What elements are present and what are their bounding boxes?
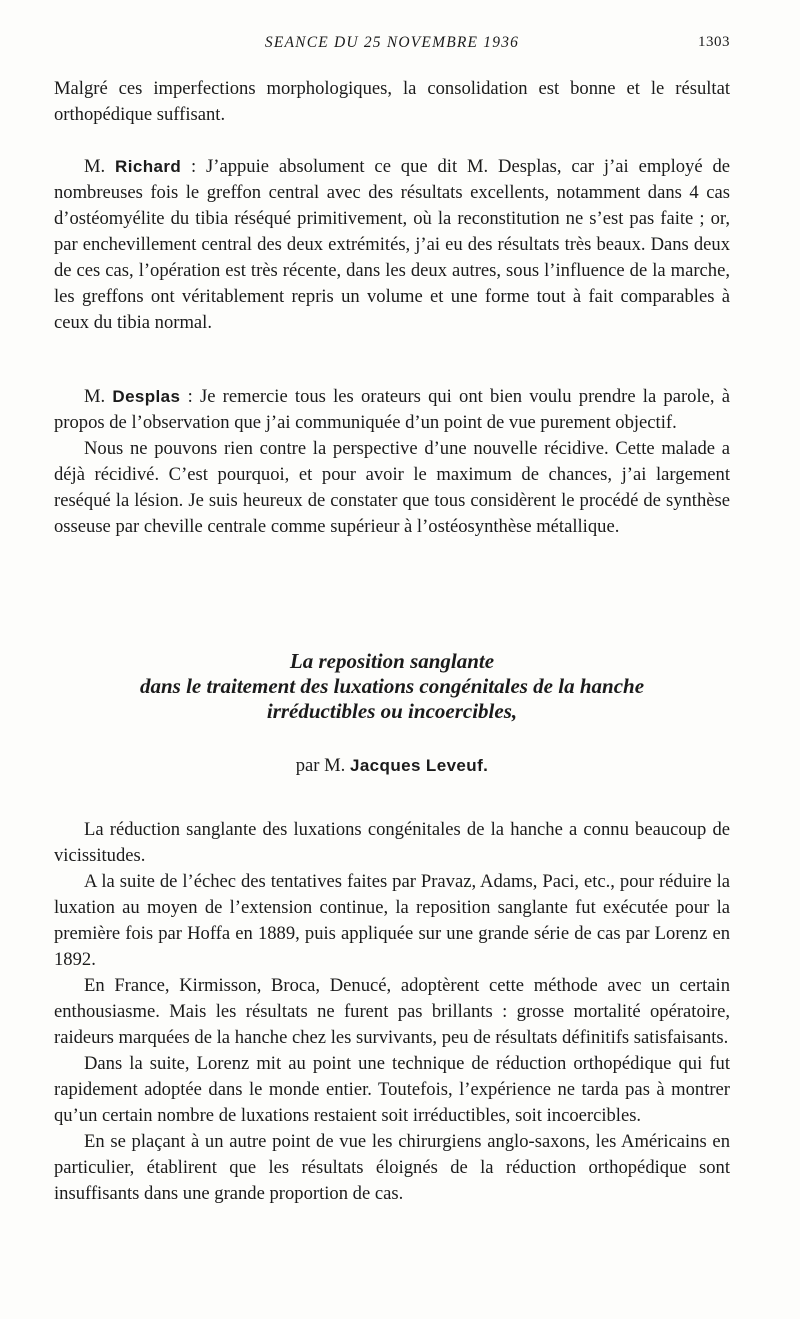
author-name: Jacques Leveuf. xyxy=(349,756,489,775)
body-paragraph: En France, Kirmisson, Broca, Denucé, adoptèrent cette méthode avec un certain enthousiasme. Mais les résultats ne furent pas brillants : grosse mortalité opératoire, raideurs marquées de la hanche chez les survivants, peu de résultats définitifs satisfaisants. xyxy=(54,975,730,1048)
title-line: La reposition sanglante xyxy=(289,649,495,673)
paragraph-text: Malgré ces imperfections morphologiques, la consolidation est bonne et le résultat orthopédique suffisant. xyxy=(54,78,730,125)
paragraph-consolidation xyxy=(54,76,730,128)
body-paragraph: A la suite de l’échec des tentatives faites par Pravaz, Adams, Paci, etc., pour réduire la luxation au moyen de l’extension continue, la reposition sanglante fut exécutée pour la première fois par Hoffa en 1889, puis appliquée sur une grande série de cas par Lorenz en 1892. xyxy=(54,871,730,970)
article-title xyxy=(40,649,744,724)
author-prefix: par M. xyxy=(295,755,350,776)
remark-continuation: Nous ne pouvons rien contre la perspective d’une nouvelle récidive. Cette malade a déjà récidivé. C’est pourquoi, et pour avoir le maximum de chances, j’ai largement reséqué la lésion. Je suis heureux de constater que tous considèrent le procédé de synthèse osseuse par cheville centrale comme supérieur à l’ostéosynthèse métallique. xyxy=(54,438,730,537)
speaker-title: M. xyxy=(84,156,116,177)
body-paragraph: La réduction sanglante des luxations congénitales de la hanche a connu beaucoup de vicissitudes. xyxy=(54,819,730,866)
remark-richard xyxy=(54,154,730,336)
remark-text xyxy=(54,384,730,436)
body-paragraph: En se plaçant à un autre point de vue les chirurgiens anglo-saxons, les Américains en particulier, établirent que les résultats éloignés de la réduction orthopédique sont insuffisants dans une grande proportion de cas. xyxy=(54,1131,730,1204)
page-header xyxy=(54,34,730,54)
remark-desplas xyxy=(54,384,730,540)
running-title: SEANCE DU 25 NOVEMBRE 1936 xyxy=(264,34,520,51)
speaker-title: M. xyxy=(84,386,113,407)
article-body xyxy=(54,817,730,1207)
article-author xyxy=(40,755,744,777)
title-line: dans le traitement des luxations congénitales de la hanche xyxy=(139,674,645,698)
remark-text xyxy=(54,154,730,336)
title-line: irréductibles ou incoercibles, xyxy=(266,699,518,723)
page-number: 1303 xyxy=(698,34,730,50)
body-paragraph: Dans la suite, Lorenz mit au point une technique de réduction orthopédique qui fut rapidement adoptée dans le monde entier. Toutefois, l’expérience ne tarda pas à montrer qu’un certain nombre de luxations restaient soit irréductibles, soit incoercibles. xyxy=(54,1053,730,1126)
speaker-name: Desplas xyxy=(112,387,181,406)
remark-body: : Je remercie tous les orateurs qui ont bien voulu prendre la parole, à propos de l’observation que j’ai communiquée d’un point de vue purement objectif. xyxy=(54,386,730,433)
speaker-name: Richard xyxy=(115,157,182,176)
remark-body: : J’appuie absolument ce que dit M. Desplas, car j’ai employé de nombreuses fois le greffon central avec des résultats excellents, notamment dans 4 cas d’ostéomyélite du tibia réséqué primitivement, où la reconstitution ne s’est pas faite ; or, par enchevillement central des deux extrémités, j’ai eu des résultats très beaux. Dans deux de ces cas, l’opération est très récente, dans les deux autres, sous l’influence de la marche, les greffons ont véritablement repris un volume et une forme tout à fait comparables à ceux du tibia normal. xyxy=(54,156,730,333)
